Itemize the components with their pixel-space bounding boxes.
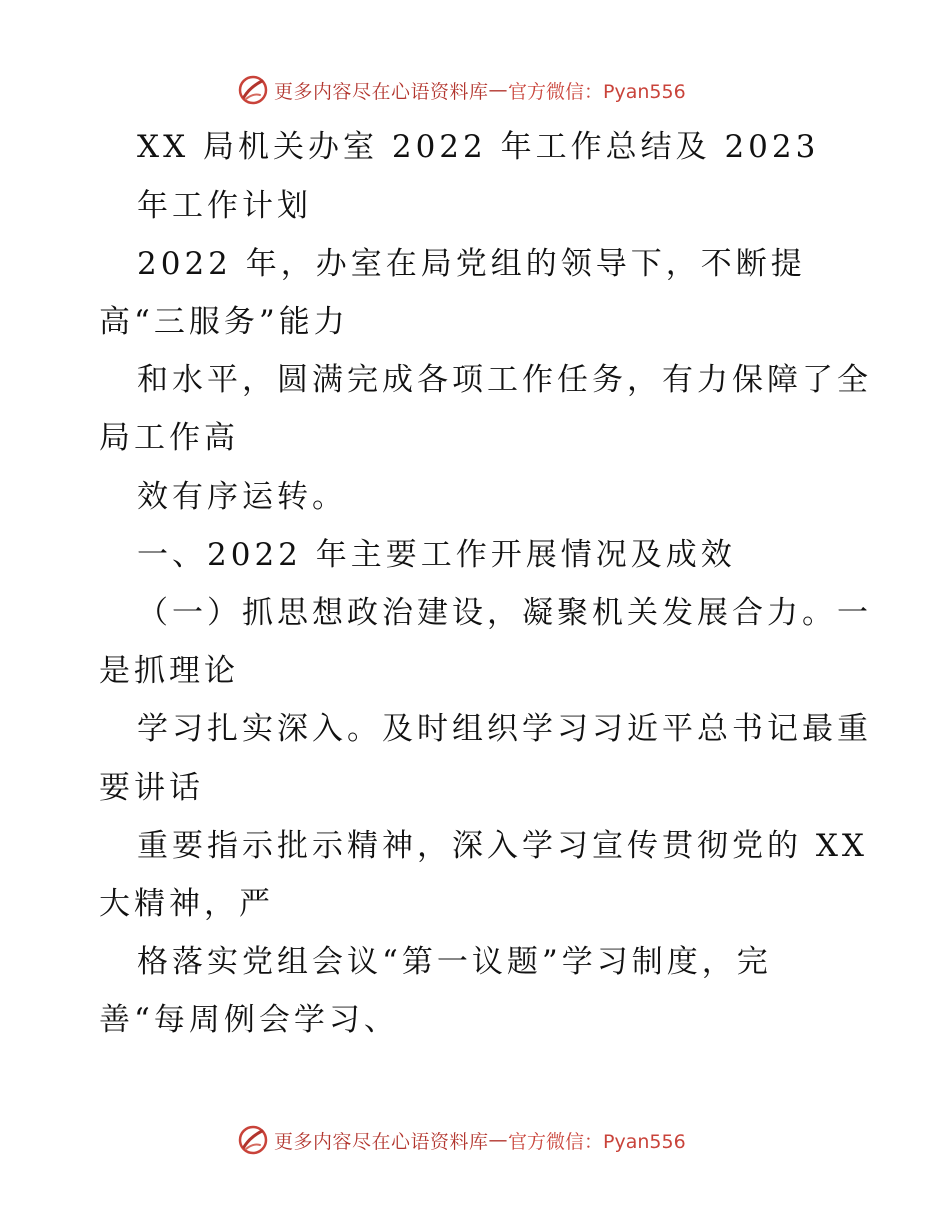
paragraph-line: 格落实党组会议“第一议题”学习制度，完: [137, 944, 772, 980]
footer-watermark: [236, 1122, 716, 1158]
paragraph-line: 善“每周例会学习、: [99, 1002, 399, 1038]
brush-logo-icon: [236, 73, 270, 107]
paragraph-line: 2022 年，办室在局党组的领导下，不断提: [137, 246, 806, 282]
title-line-1: XX 局机关办室 2022 年工作总结及 2023: [137, 129, 820, 165]
paragraph-line: 和水平，圆满完成各项工作任务，有力保障了全: [137, 362, 872, 398]
watermark-separator: —: [488, 1129, 509, 1151]
paragraph-line: 要讲话: [99, 770, 204, 806]
paragraph-line: 局工作高: [99, 420, 239, 456]
brush-logo-icon: [236, 1123, 270, 1157]
section-heading: 一、2022 年主要工作开展情况及成效: [137, 537, 736, 573]
paragraph-line: 重要指示批示精神，深入学习宣传贯彻党的 XX: [137, 828, 868, 864]
title-line-2: 年工作计划: [137, 188, 312, 224]
paragraph-line: 大精神，严: [99, 886, 274, 922]
watermark-text: 更多内容尽在心语资料库: [274, 1130, 489, 1153]
paragraph-line: 学习扎实深入。及时组织学习习近平总书记最重: [137, 711, 872, 747]
header-watermark: [236, 72, 716, 108]
paragraph-line: 是抓理论: [99, 653, 239, 689]
paragraph-line: 效有序运转。: [137, 479, 347, 515]
paragraph-line: （一）抓思想政治建设，凝聚机关发展合力。一: [137, 595, 872, 631]
watermark-contact: 官方微信：Pyan556: [508, 80, 686, 103]
watermark-contact: 官方微信：Pyan556: [508, 1130, 686, 1153]
watermark-separator: —: [488, 79, 509, 101]
paragraph-line: 高“三服务”能力: [99, 304, 349, 340]
watermark-text: 更多内容尽在心语资料库: [274, 80, 489, 103]
